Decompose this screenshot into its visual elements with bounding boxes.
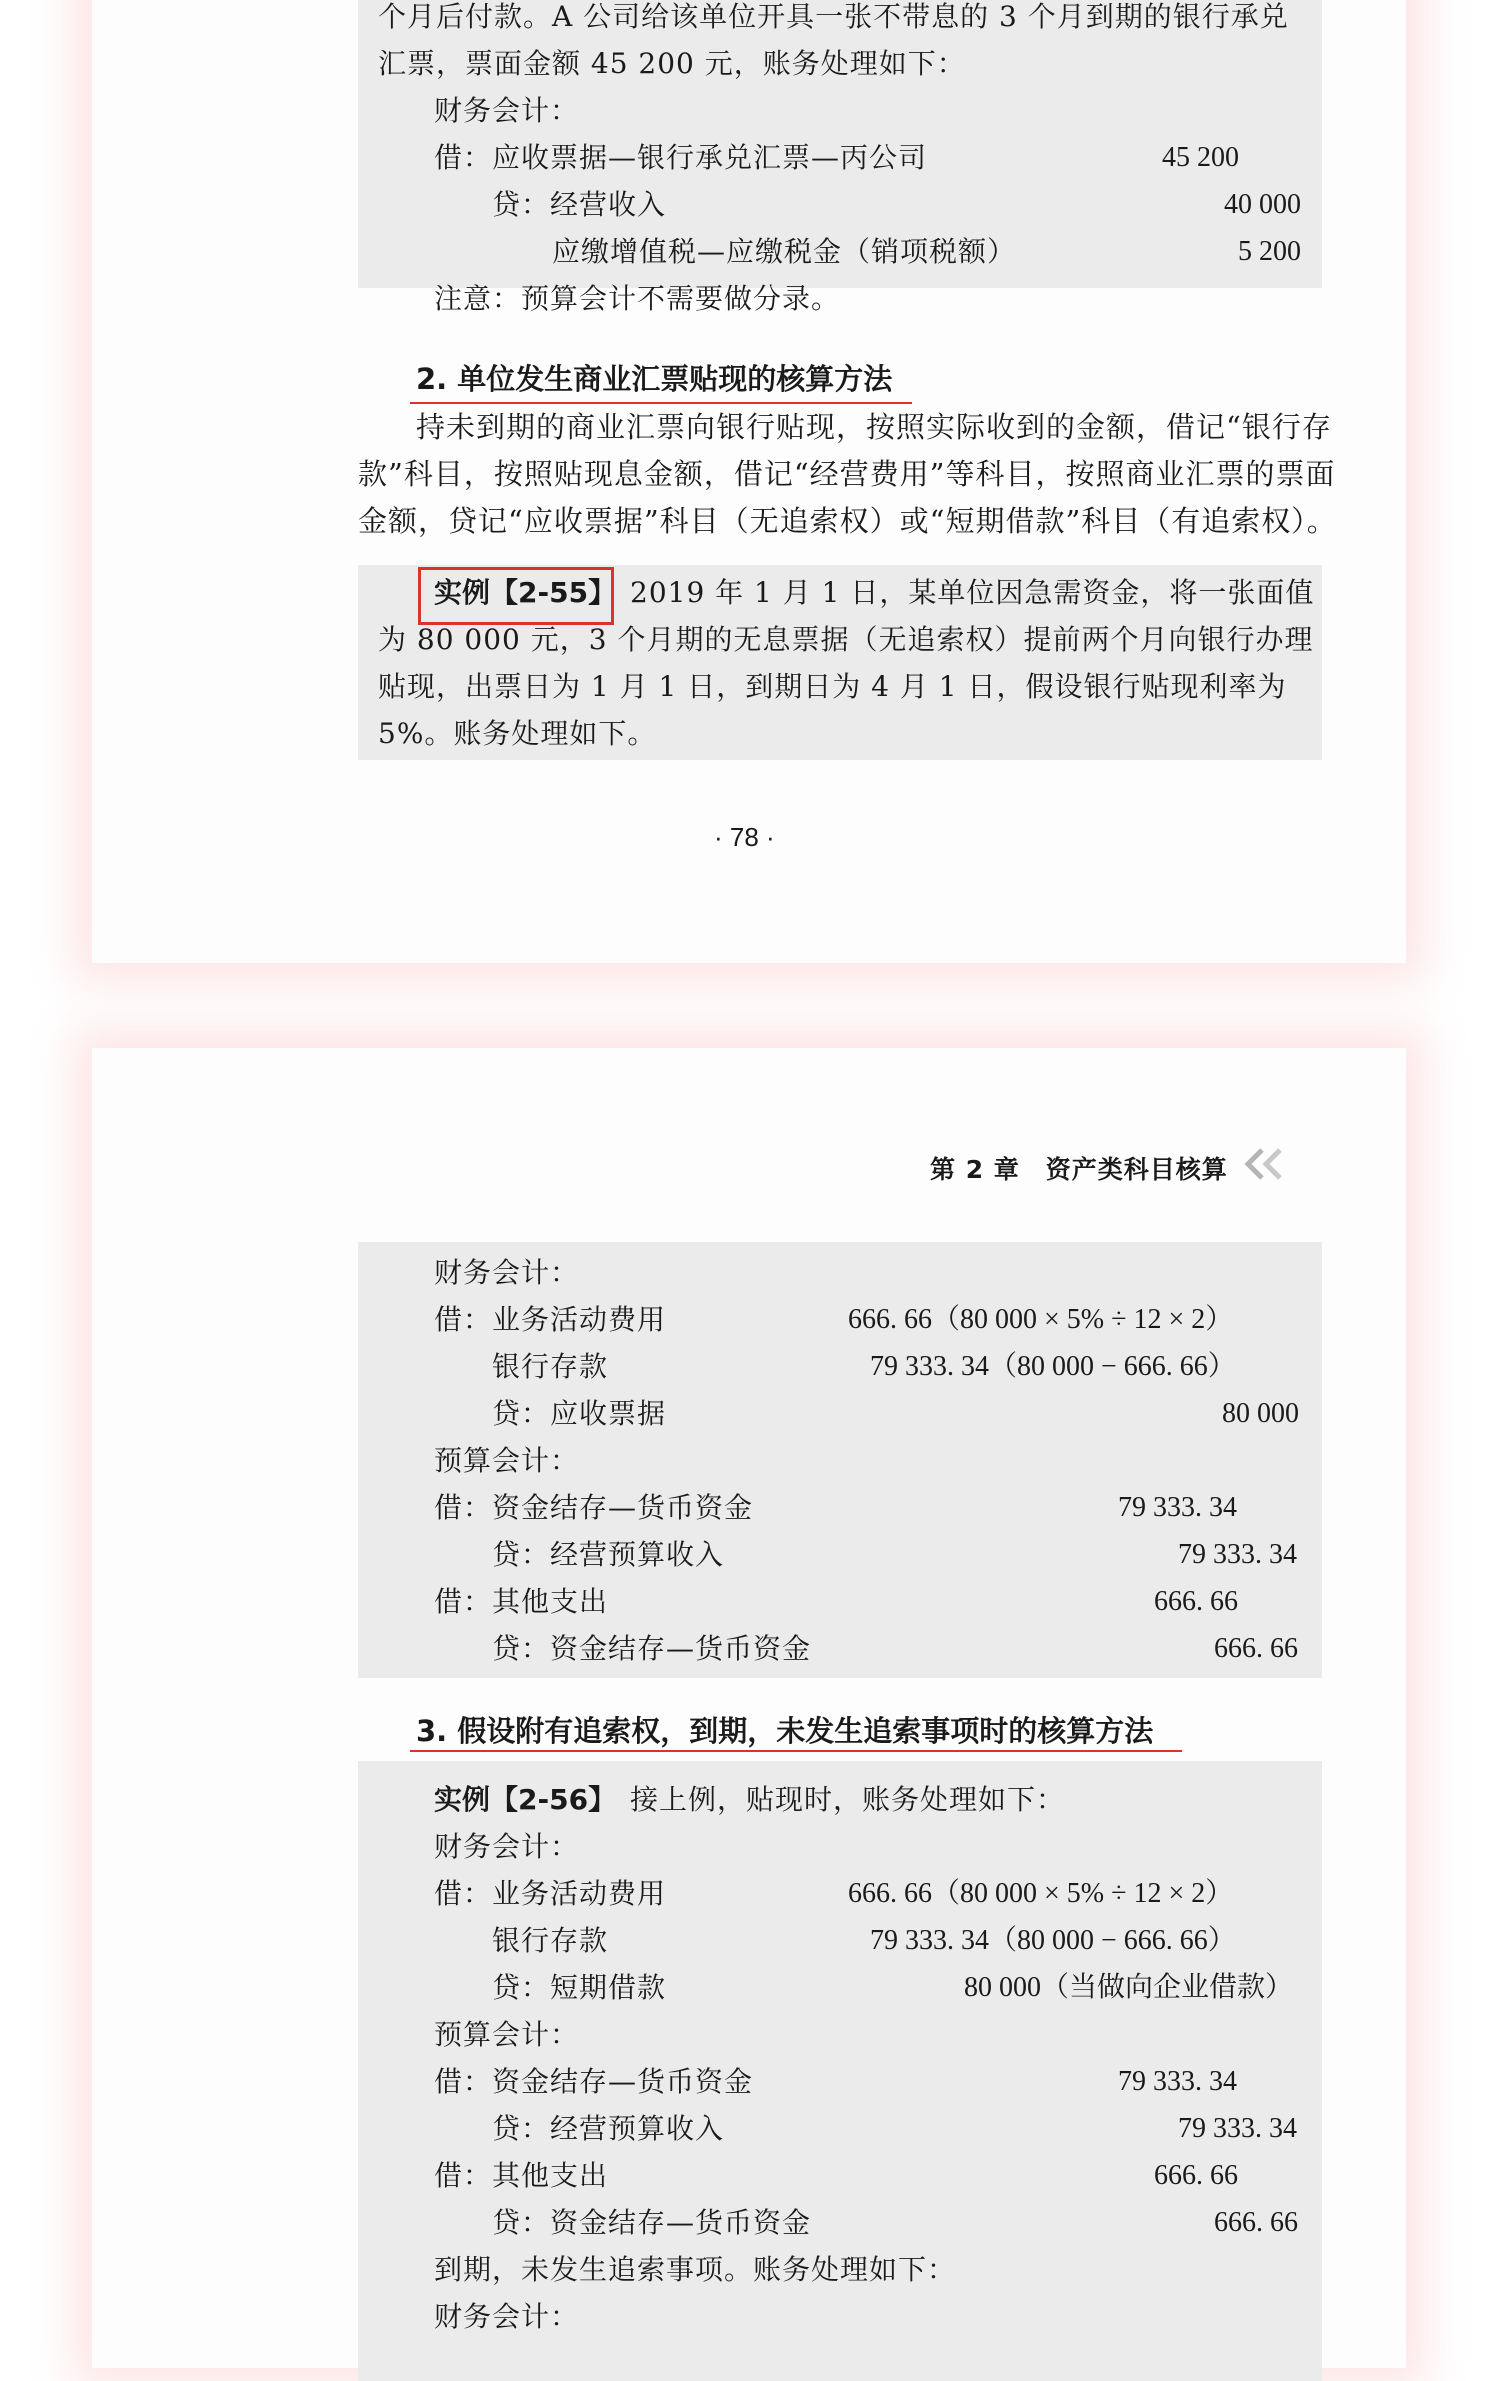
- double-chevron-left-icon: [1240, 1144, 1292, 1184]
- page-number: · 78 ·: [714, 822, 775, 852]
- paragraph-line: 持未到期的商业汇票向银行贴现，按照实际收到的金额，借记“银行存: [416, 410, 1332, 444]
- text-line: 贷：资金结存—货币资金: [492, 2206, 812, 2239]
- amount: 666. 66（80 000 × 5% ÷ 12 × 2）: [848, 1304, 1234, 1335]
- amount: 79 333. 34: [1178, 2113, 1297, 2144]
- note-line: 注意：预算会计不需要做分录。: [434, 282, 841, 315]
- amount: 666. 66: [1214, 1633, 1298, 1664]
- text-line: 贷：经营预算收入: [492, 2112, 725, 2145]
- heading-underline: [410, 1750, 1182, 1752]
- text-line: 财务会计：: [434, 2300, 580, 2333]
- section-heading: 3. 假设附有追索权，到期，未发生追索事项时的核算方法: [416, 1714, 1154, 1748]
- text-line: 汇票，票面金额 45 200 元，账务处理如下：: [378, 47, 966, 80]
- text-line: 5%。账务处理如下。: [378, 717, 657, 750]
- text-line: 个月后付款。A 公司给该单位开具一张不带息的 3 个月到期的银行承兑: [378, 0, 1289, 33]
- journal-entry-box: [358, 1242, 1322, 1678]
- text-line: 应缴增值税—应缴税金（销项税额）: [552, 235, 1017, 268]
- text-line: 贷：应收票据: [492, 1397, 667, 1430]
- text-line: 财务会计：: [434, 1830, 580, 1863]
- example-label: 实例【2-55】: [434, 576, 617, 609]
- text-line: 借：业务活动费用: [434, 1303, 667, 1336]
- text-line: 贴现，出票日为 1 月 1 日，到期日为 4 月 1 日，假设银行贴现利率为: [378, 670, 1287, 703]
- journal-entry-box: [358, 0, 1322, 315]
- text-line: 贷：短期借款: [492, 1971, 667, 2004]
- amount: 666. 66（80 000 × 5% ÷ 12 × 2）: [848, 1878, 1234, 1909]
- amount: 79 333. 34: [1178, 1539, 1297, 1570]
- example-label: 实例【2-56】: [434, 1783, 617, 1816]
- amount: 666. 66: [1154, 1586, 1238, 1617]
- document-page-79: [92, 1048, 1406, 2368]
- text-line: 接上例，贴现时，账务处理如下：: [630, 1783, 1066, 1816]
- amount: 45 200: [1162, 142, 1239, 173]
- text-line: 贷：经营收入: [492, 188, 667, 221]
- paragraph-line: 款”科目，按照贴现息金额，借记“经营费用”等科目，按照商业汇票的票面: [358, 457, 1336, 491]
- amount: 79 333. 34: [1118, 2066, 1237, 2097]
- text-line: 借：其他支出: [434, 2159, 609, 2192]
- amount: 79 333. 34: [1118, 1492, 1237, 1523]
- amount: 79 333. 34（80 000 − 666. 66）: [870, 1925, 1236, 1956]
- text-line: 财务会计：: [434, 1256, 580, 1289]
- text-line: 为 80 000 元，3 个月期的无息票据（无追索权）提前两个月向银行办理: [378, 623, 1314, 656]
- section-heading: 2. 单位发生商业汇票贴现的核算方法: [416, 362, 893, 396]
- text-line: 借：资金结存—货币资金: [434, 2065, 754, 2098]
- text-line: 预算会计：: [434, 1444, 580, 1477]
- text-line: 2019 年 1 月 1 日，某单位因急需资金，将一张面值: [630, 576, 1315, 609]
- text-line: 财务会计：: [434, 94, 580, 127]
- amount: 5 200: [1238, 236, 1301, 267]
- text-line: 银行存款: [492, 1924, 609, 1957]
- example-box: [358, 1761, 1322, 2381]
- amount: 80 000（当做向企业借款）: [964, 1972, 1294, 2003]
- paragraph-line: 金额，贷记“应收票据”科目（无追索权）或“短期借款”科目（有追索权）。: [358, 504, 1337, 538]
- chapter-header: 第 2 章 资产类科目核算: [930, 1155, 1228, 1184]
- amount: 40 000: [1224, 189, 1301, 220]
- amount: 79 333. 34（80 000 − 666. 66）: [870, 1351, 1236, 1382]
- text-line: 借：资金结存—货币资金: [434, 1491, 754, 1524]
- document-page-78: [92, 0, 1406, 963]
- amount: 666. 66: [1214, 2207, 1298, 2238]
- amount: 666. 66: [1154, 2160, 1238, 2191]
- text-line: 贷：经营预算收入: [492, 1538, 725, 1571]
- text-line: 到期，未发生追索事项。账务处理如下：: [434, 2253, 957, 2286]
- text-line: 借：其他支出: [434, 1585, 609, 1618]
- text-line: 预算会计：: [434, 2018, 580, 2051]
- text-line: 银行存款: [492, 1350, 609, 1383]
- text-line: 借：业务活动费用: [434, 1877, 667, 1910]
- text-line: 借：应收票据—银行承兑汇票—丙公司: [434, 141, 928, 174]
- text-line: 贷：资金结存—货币资金: [492, 1632, 812, 1665]
- amount: 80 000: [1222, 1398, 1299, 1429]
- example-box: [358, 565, 1322, 760]
